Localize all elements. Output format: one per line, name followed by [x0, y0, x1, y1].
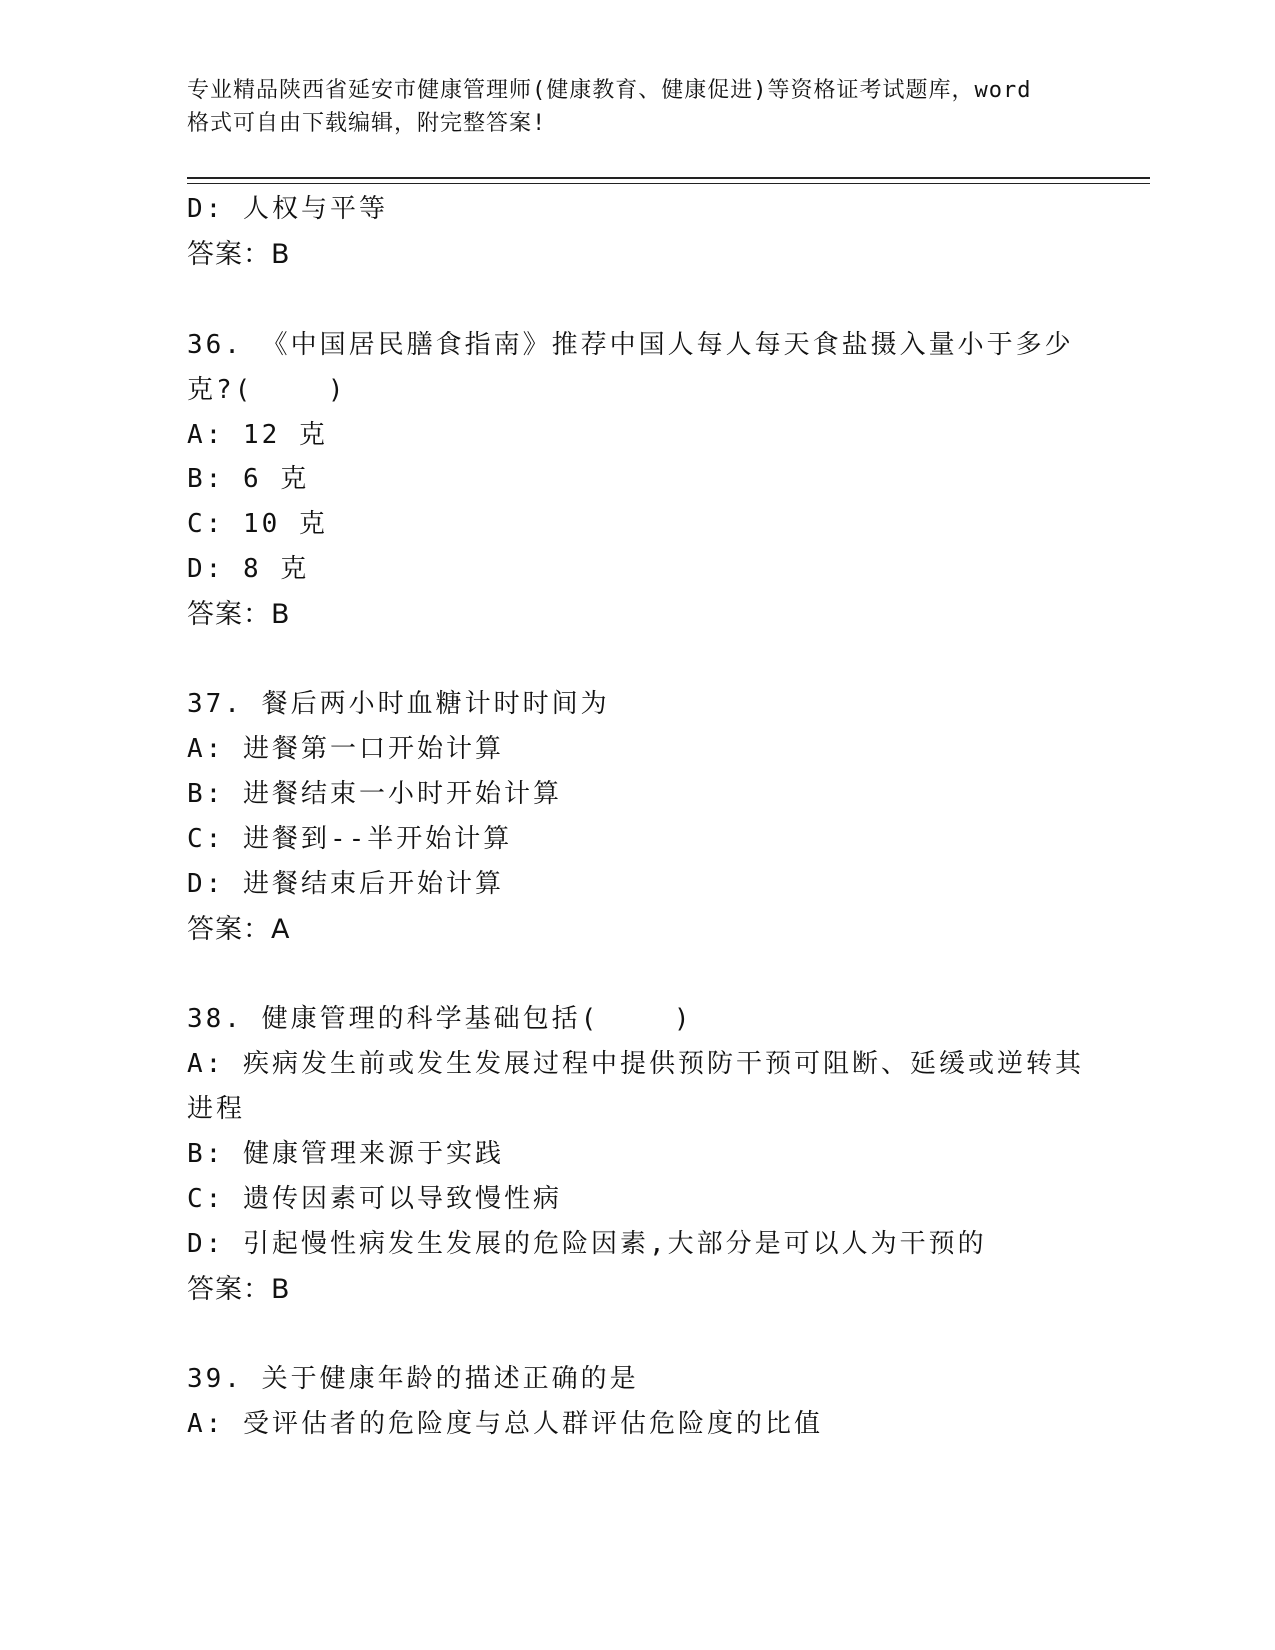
q36-option-a: A: 12 克 [187, 420, 328, 450]
q37-answer: 答案：A [187, 914, 291, 945]
q39-option-a: A: 受评估者的危险度与总人群评估危险度的比值 [187, 1409, 823, 1439]
q37-option-d: D: 进餐结束后开始计算 [187, 869, 504, 899]
q37-option-b: B: 进餐结束一小时开始计算 [187, 779, 562, 809]
q36-stem-line-1: 36. 《中国居民膳食指南》推荐中国人每人每天食盐摄入量小于多少 [187, 330, 1074, 360]
q39-stem: 39. 关于健康年龄的描述正确的是 [187, 1364, 639, 1394]
header-divider-thick [187, 177, 1150, 179]
q37-option-c: C: 进餐到--半开始计算 [187, 824, 513, 854]
prev-option-d: D: 人权与平等 [187, 194, 388, 224]
q36-stem-line-2: 克?( ) [187, 375, 347, 405]
q38-option-b: B: 健康管理来源于实践 [187, 1139, 504, 1169]
q38-option-c: C: 遗传因素可以导致慢性病 [187, 1184, 562, 1214]
q37-option-a: A: 进餐第一口开始计算 [187, 734, 504, 764]
q36-option-b: B: 6 克 [187, 464, 310, 494]
q38-stem: 38. 健康管理的科学基础包括( ) [187, 1004, 693, 1034]
q36-option-d: D: 8 克 [187, 554, 310, 584]
q36-option-c: C: 10 克 [187, 509, 328, 539]
document-header [187, 74, 1087, 140]
q37-stem: 37. 餐后两小时血糖计时时间为 [187, 689, 610, 719]
q38-answer: 答案：B [187, 1274, 291, 1305]
q38-option-a-line-2: 进程 [187, 1094, 246, 1124]
header-line-1: 专业精品陕西省延安市健康管理师(健康教育、健康促进)等资格证考试题库，word [187, 78, 1032, 103]
q38-option-d: D: 引起慢性病发生发展的危险因素,大部分是可以人为干预的 [187, 1229, 987, 1259]
q36-answer: 答案：B [187, 599, 291, 630]
prev-answer: 答案：B [187, 239, 291, 270]
header-divider-thin [187, 183, 1150, 184]
header-line-2: 格式可自由下载编辑，附完整答案! [187, 111, 547, 136]
q38-option-a-line-1: A: 疾病发生前或发生发展过程中提供预防干预可阻断、延缓或逆转其 [187, 1049, 1084, 1079]
